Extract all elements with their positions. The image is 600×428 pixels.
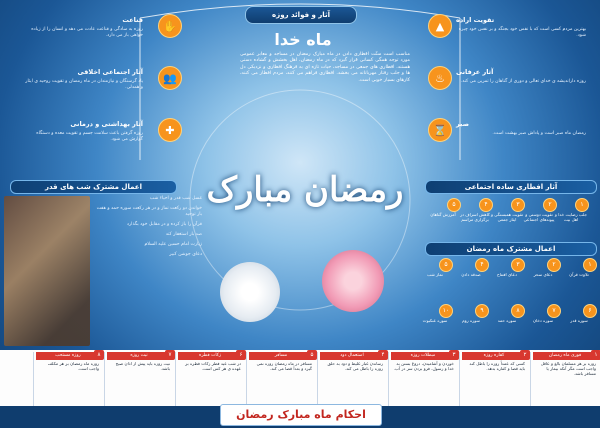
qadr-section-bar: اعمال مشترک شب های قدر xyxy=(10,180,177,194)
rule-head: فوری ماه رمضان xyxy=(533,352,597,360)
calligraphy-art xyxy=(190,100,420,260)
pink-rose-image xyxy=(322,250,384,312)
rule-number: ۶ xyxy=(236,350,246,360)
left-item-text: یاد گرسنگان و نیازمندان در ماه رمضان و تقویت روحیه ی ایثار و همدلی. xyxy=(25,79,143,90)
qadr-list xyxy=(92,196,202,262)
rule-text: در شب عید فطر زکات فطره بر عهده ی هر کس است. xyxy=(185,361,241,372)
ramadan-item xyxy=(462,304,489,323)
header-title: آثار و فوائد روزه xyxy=(272,11,330,19)
ramadan-item-dot: ۶ xyxy=(583,304,597,318)
rule-column xyxy=(388,352,457,406)
right-item-title: آثار عرفانی xyxy=(456,68,494,76)
ramadan-items-grid xyxy=(422,258,595,348)
left-item-title: آثار اجتماعی اخلاقی xyxy=(77,68,143,76)
rule-number: ۷ xyxy=(165,350,175,360)
social-item-dot: ۱ xyxy=(575,198,589,212)
calligraphy-text: رمضان مبارک xyxy=(206,170,404,210)
rule-text: خوردن و آشامیدن، دروغ بستن به خدا و رسول، فرو بردن سر در آب. xyxy=(393,361,454,372)
rule-text: رساندن غبار غلیظ و دود به حلق روزه را باطل می کند. xyxy=(327,361,383,372)
rule-head: کفاره روزه xyxy=(462,352,526,360)
ramadan-item-dot: ۸ xyxy=(511,304,525,318)
footer-title: احکام ماه مبارک رمضان xyxy=(220,404,382,426)
ramadan-item-label: صدقه دادن xyxy=(461,272,481,277)
rule-column xyxy=(33,352,102,406)
rule-column xyxy=(459,352,528,406)
ramadan-item-label: نماز شب xyxy=(427,272,443,277)
health-icon: ✚ xyxy=(158,118,182,142)
right-item-text: بهترین مردم کسی است که با نفس خود بجنگد و بر نفس خود چیره شود. xyxy=(458,27,586,38)
social-item-label: جلب رضایت خدا و اهل بیت xyxy=(554,212,588,222)
right-item-text: رمضان ماه صبر است و پاداش صبر بهشت است. xyxy=(492,131,586,136)
rule-column xyxy=(104,352,173,406)
right-item-text: روزه داراندیشه ی خدای تعالی و دوری از گناهان را تمرین می کند. xyxy=(460,79,586,84)
ramadan-item-dot: ۱ xyxy=(583,258,597,272)
lamp-icon: ♨ xyxy=(428,66,452,90)
rule-number: ۱ xyxy=(591,350,600,360)
rule-column xyxy=(175,352,244,406)
left-item-title: قناعت xyxy=(122,16,143,24)
left-item-text: روزه گرفتن باعث سلامت جسم و تقویت معده و دستگاه گوارش می شود. xyxy=(36,131,143,142)
rule-column xyxy=(246,352,315,406)
rule-text: کسی که عمداً روزه را باطل کند باید قضا و کفاره بدهد. xyxy=(469,361,525,372)
ramadan-item-dot: ۲ xyxy=(547,258,561,272)
qadr-list-item: صد بار استغفار کند xyxy=(165,232,202,237)
rule-number: ۲ xyxy=(520,350,530,360)
ramadan-item xyxy=(461,258,489,277)
ramadan-item-label: سوره دخان xyxy=(532,318,554,323)
rule-column xyxy=(530,352,599,406)
right-item-title: تقویت اراده xyxy=(456,16,495,24)
social-item xyxy=(523,198,557,222)
rule-text: روزه ماه رمضان بر هر مکلف واجب است. xyxy=(47,361,99,372)
ramadan-item xyxy=(429,258,453,277)
social-item-label: کاهش اسراف در برگزاری مراسم xyxy=(460,212,490,222)
rule-head: زکات فطره xyxy=(178,352,242,360)
social-item xyxy=(430,198,461,217)
ramadan-item-dot: ۹ xyxy=(475,304,489,318)
rule-number: ۸ xyxy=(94,350,104,360)
ramadan-item xyxy=(422,304,453,323)
social-item-label: آمرزش گناهان xyxy=(430,212,456,217)
ramadan-item xyxy=(569,258,597,277)
qadr-list-item: زیارت امام حسین علیه السلام xyxy=(144,242,202,247)
rule-head: مسافر xyxy=(249,352,313,360)
ramadan-item-dot: ۵ xyxy=(439,258,453,272)
ramadan-item-label: تلاوت قرآن xyxy=(569,272,589,277)
rule-head: روزه مستحب xyxy=(36,352,100,360)
ramadan-item-dot: ۴ xyxy=(475,258,489,272)
social-item-dot: ۵ xyxy=(447,198,461,212)
rule-head: نیت روزه xyxy=(107,352,171,360)
people-icon: 👥 xyxy=(158,66,182,90)
social-item-dot: ۲ xyxy=(543,198,557,212)
rule-number: ۴ xyxy=(378,350,388,360)
rule-text: نیت روزه باید پیش از اذان صبح باشد. xyxy=(115,361,170,372)
ramadan-section-bar: اعمال مشترک ماه رمضان xyxy=(425,242,597,256)
ramadan-item xyxy=(497,304,525,323)
ramadan-item-dot: ۳ xyxy=(511,258,525,272)
rule-text: روزه بر هر مسلمان بالغ و عاقل واجب است مگر آنکه بیمار یا مسافر باشد. xyxy=(540,361,596,377)
qadr-list-item: غسل شب قدر و احیاء شب xyxy=(149,196,202,201)
rule-text: مسافر در ماه رمضان روزه نمی گیرد و بعداً قضا می کند. xyxy=(256,361,312,372)
rule-head: مبطلات روزه xyxy=(391,352,455,360)
social-item-dot: ۳ xyxy=(511,198,525,212)
ramadan-item xyxy=(570,304,597,323)
right-item-title: صبر xyxy=(456,120,469,128)
left-item-title: آثار بهداشتی و درمانی xyxy=(70,120,143,128)
center-title: ماه خدا xyxy=(274,30,332,49)
ramadan-item-label: سوره حمد xyxy=(497,318,517,323)
rule-number: ۳ xyxy=(449,350,459,360)
qadr-list-item: خواندن دو رکعت نماز و در هر رکعت سوره حمد و هفت بار توحید xyxy=(96,206,202,217)
ramadan-item xyxy=(497,258,525,277)
social-iftar-bar: آثار افطاری ساده اجتماعی xyxy=(425,180,597,194)
ramadan-item-dot: ۱۰ xyxy=(439,304,453,318)
rule-column xyxy=(317,352,386,406)
white-rose-image xyxy=(220,262,280,322)
social-item-dot: ۴ xyxy=(479,198,493,212)
qadr-list-item: دعای جوشن کبیر xyxy=(169,252,202,257)
social-items-row xyxy=(425,198,595,238)
social-item xyxy=(460,198,493,222)
worshippers-photo xyxy=(4,196,90,346)
hands-icon: ✋ xyxy=(158,14,182,38)
qadr-list-item: قرآن را باز کرده و در مقابل خود بگذارد xyxy=(126,222,202,227)
ramadan-item-dot: ۷ xyxy=(547,304,561,318)
rule-head: استعمال دود xyxy=(320,352,384,360)
rule-number: ۵ xyxy=(307,350,317,360)
social-item-label: تقویت همبستگی و ایثار جمعی xyxy=(490,212,524,222)
ramadan-item-label: دعای افتتاح xyxy=(497,272,517,277)
ramadan-item-label: دعای سحر xyxy=(533,272,553,277)
social-item xyxy=(490,198,525,222)
ramadan-item-label: سوره روم xyxy=(462,318,480,323)
center-body: مناسب است سنّت افطاری دادن در ماه مبارک رمضان در مساجد و معابر عمومی مورد توجه همگی کسانی قرار گیرد که در ماه رمضان، اهل بخشش و گشاده دستی هستند. افطاری های جمعی در مساجد، حیات تازه ای به فرهنگ افطاری و نزدیکی دل ها و جلب رفتار مهربانانه می بخشد. افطاری فراهم می کنند، مردم افطار می کنند، کارهای بسیار خوبی است. xyxy=(240,52,410,83)
ramadan-item-label: سوره عنکبوت xyxy=(422,318,448,323)
ramadan-item-label: سوره قدر xyxy=(570,318,588,323)
hourglass-icon: ⌛ xyxy=(428,118,452,142)
mountain-icon: ▲ xyxy=(428,14,452,38)
ramadan-item xyxy=(533,258,561,277)
left-item-text: روزه به سادگی و قناعت عادت می دهد و انسان را از زیاده خواهی باز می دارد. xyxy=(31,27,143,38)
social-item xyxy=(554,198,589,222)
ramadan-item xyxy=(532,304,561,323)
social-item-label: تقویت دوستی و پیوندهای اجتماعی xyxy=(523,212,555,222)
